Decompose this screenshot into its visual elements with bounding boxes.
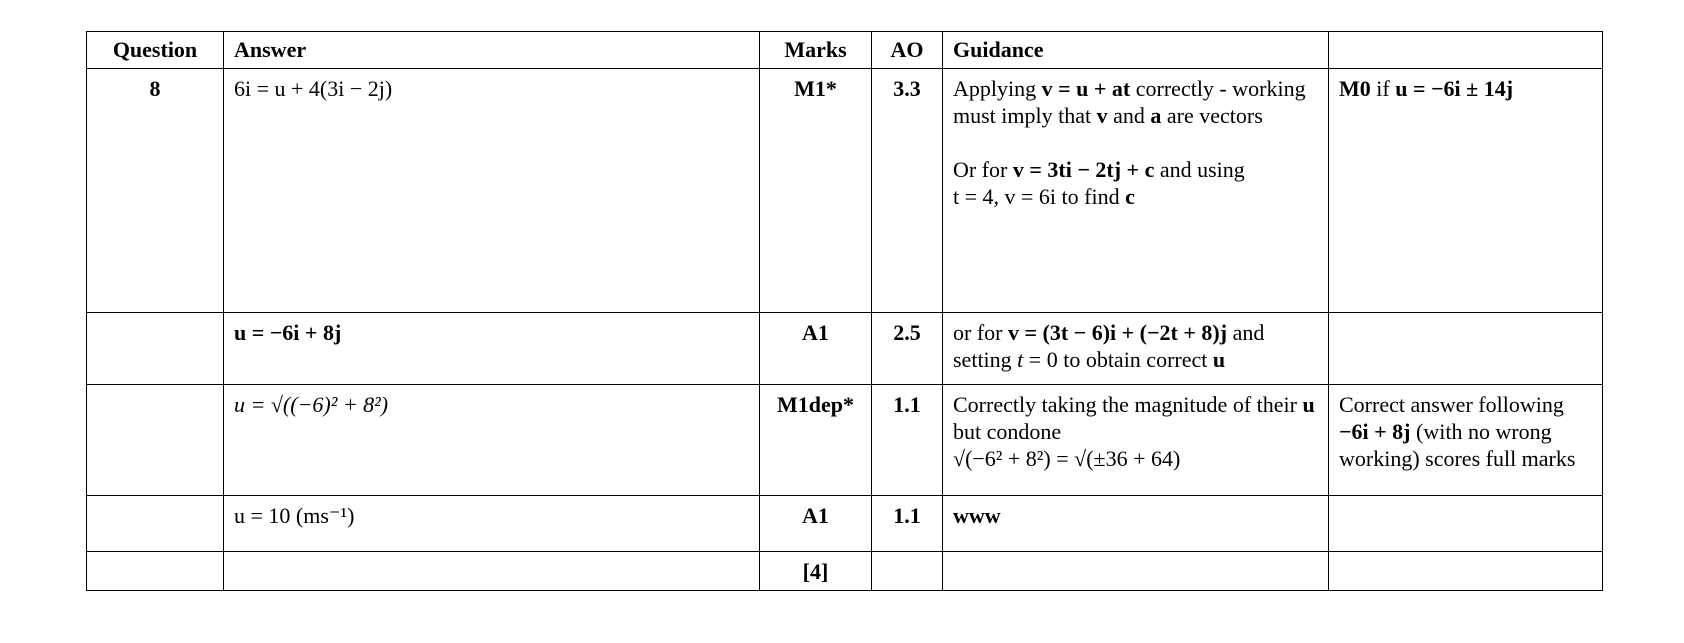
- marks-total: [4]: [760, 552, 872, 591]
- table-row: [87, 69, 1603, 313]
- guidance-formula: v = 3ti − 2tj + c: [1012, 157, 1155, 182]
- guidance-text: correctly - working must imply that: [953, 76, 1306, 128]
- guidance-text: to find: [1056, 184, 1126, 209]
- guidance-vector: u: [1302, 392, 1315, 417]
- header-guidance: Guidance: [943, 32, 1329, 69]
- ao-cell: 1.1: [872, 385, 943, 496]
- answer-cell: [224, 313, 760, 385]
- marks-cell: M1*: [760, 69, 872, 313]
- header-extra: [1329, 32, 1603, 69]
- extra-mark: M0: [1339, 76, 1371, 101]
- question-number: 8: [87, 69, 224, 313]
- answer-formula: u = 10 (ms⁻¹): [234, 503, 355, 528]
- table-row: [87, 385, 1603, 496]
- extra-formula: −6i + 8j: [1339, 419, 1411, 444]
- marks-cell: A1: [760, 313, 872, 385]
- guidance-vector: u: [1212, 347, 1226, 372]
- mark-scheme-table: [86, 31, 1603, 591]
- extra-cell: [1329, 552, 1603, 591]
- answer-formula: u = −6i + 8j: [234, 320, 342, 345]
- header-row: [87, 32, 1603, 69]
- guidance-text: and: [1107, 103, 1151, 128]
- guidance-text: and setting: [953, 320, 1265, 372]
- question-number: [87, 313, 224, 385]
- guidance-text: or for: [953, 320, 1008, 345]
- guidance-variable: t: [1017, 347, 1024, 372]
- guidance-vector: c: [1125, 184, 1135, 209]
- guidance-cell: [943, 385, 1329, 496]
- ao-cell: 1.1: [872, 496, 943, 552]
- extra-cell: [1329, 385, 1603, 496]
- ao-cell: [872, 552, 943, 591]
- guidance-text: Correctly taking the magnitude of their: [953, 392, 1303, 417]
- question-number: [87, 385, 224, 496]
- answer-formula: 6i = u + 4(3i − 2j): [234, 76, 393, 101]
- guidance-formula: t = 4, v = 6i: [953, 184, 1057, 209]
- answer-cell: [224, 496, 760, 552]
- guidance-cell: www: [943, 496, 1329, 552]
- header-ao: AO: [872, 32, 943, 69]
- marks-cell: A1: [760, 496, 872, 552]
- guidance-formula: v = u + at: [1041, 76, 1131, 101]
- table-row: [87, 496, 1603, 552]
- answer-cell: [224, 552, 760, 591]
- guidance-text: Applying: [953, 76, 1042, 101]
- answer-cell: [224, 69, 760, 313]
- extra-cell: [1329, 69, 1603, 313]
- extra-cell: [1329, 496, 1603, 552]
- extra-text: Correct answer following: [1339, 392, 1564, 417]
- guidance-vector: v: [1096, 103, 1108, 128]
- header-marks: Marks: [760, 32, 872, 69]
- guidance-text: but condone: [953, 419, 1062, 444]
- guidance-text: are vectors: [1161, 103, 1263, 128]
- extra-text: (with no wrong working) scores full marks: [1339, 419, 1576, 471]
- table-row: [87, 313, 1603, 385]
- table-row: [87, 552, 1603, 591]
- question-number: [87, 552, 224, 591]
- header-question: Question: [87, 32, 224, 69]
- extra-cell: [1329, 313, 1603, 385]
- answer-formula: u = √((−6)² + 8²): [234, 392, 389, 417]
- guidance-cell: [943, 552, 1329, 591]
- guidance-formula: √(−6² + 8²) = √(±36 + 64): [953, 446, 1181, 471]
- answer-cell: [224, 385, 760, 496]
- guidance-formula: v = (3t − 6)i + (−2t + 8)j: [1007, 320, 1228, 345]
- header-answer: Answer: [224, 32, 760, 69]
- guidance-vector: a: [1150, 103, 1162, 128]
- guidance-cell: [943, 69, 1329, 313]
- guidance-cell: [943, 313, 1329, 385]
- ao-cell: 2.5: [872, 313, 943, 385]
- guidance-text: and using: [1154, 157, 1245, 182]
- ao-cell: 3.3: [872, 69, 943, 313]
- guidance-text: = 0 to obtain correct: [1023, 347, 1213, 372]
- extra-text: if: [1370, 76, 1396, 101]
- extra-formula: u = −6i ± 14j: [1395, 76, 1514, 101]
- question-number: [87, 496, 224, 552]
- marks-cell: M1dep*: [760, 385, 872, 496]
- guidance-text: Or for: [953, 157, 1013, 182]
